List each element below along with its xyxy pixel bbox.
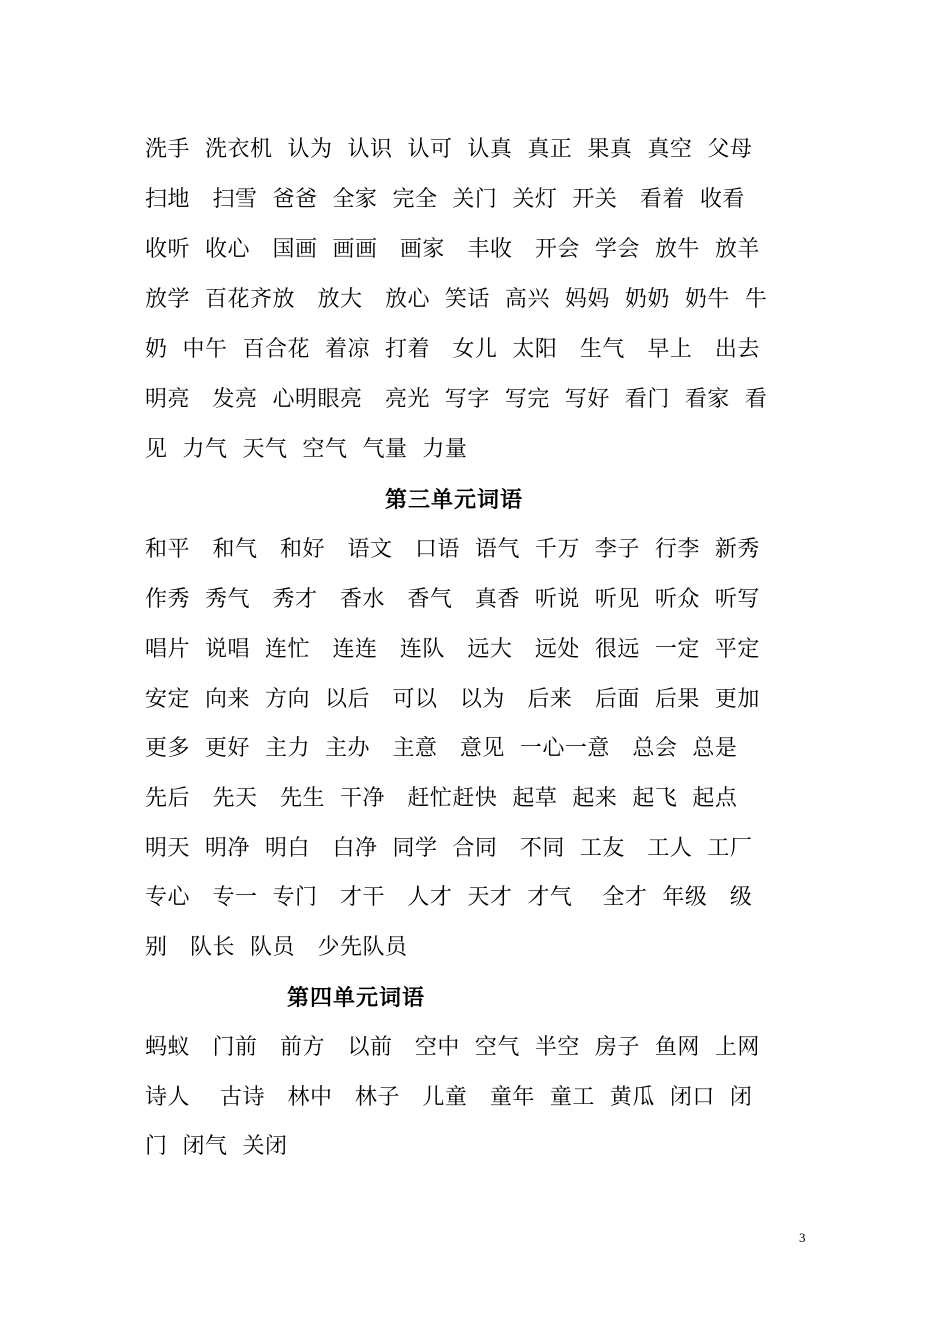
word-line: 门 闭气 关闭 bbox=[145, 1134, 288, 1159]
word-line: 洗手 洗衣机 认为 认识 认可 认真 真正 果真 真空 父母 bbox=[145, 137, 753, 162]
section-heading-unit-three: 第三单元词语 bbox=[385, 487, 524, 513]
word-line: 作秀 秀气 秀才 香水 香气 真香 听说 听见 听众 听写 bbox=[145, 587, 760, 612]
word-line: 和平 和气 和好 语文 口语 语气 千万 李子 行李 新秀 bbox=[145, 537, 760, 562]
word-line: 唱片 说唱 连忙 连连 连队 远大 远处 很远 一定 平定 bbox=[145, 637, 760, 662]
word-line: 见 力气 天气 空气 气量 力量 bbox=[145, 437, 468, 462]
word-line: 更多 更好 主力 主办 主意 意见 一心一意 总会 总是 bbox=[145, 736, 738, 761]
word-line: 收听 收心 国画 画画 画家 丰收 开会 学会 放牛 放羊 bbox=[145, 237, 760, 262]
word-line: 明天 明净 明白 白净 同学 合同 不同 工友 工人 工厂 bbox=[145, 836, 753, 861]
word-line: 安定 向来 方向 以后 可以 以为 后来 后面 后果 更加 bbox=[145, 687, 760, 712]
section-heading-unit-four: 第四单元词语 bbox=[287, 985, 426, 1011]
word-line: 蚂蚁 门前 前方 以前 空中 空气 半空 房子 鱼网 上网 bbox=[145, 1035, 760, 1060]
word-line: 先后 先天 先生 干净 赶忙赶快 起草 起来 起飞 起点 bbox=[145, 786, 738, 811]
word-line: 扫地 扫雪 爸爸 全家 完全 关门 关灯 开关 看着 收看 bbox=[145, 187, 745, 212]
word-line: 奶 中午 百合花 着凉 打着 女儿 太阳 生气 早上 出去 bbox=[145, 337, 760, 362]
word-line: 专心 专一 专门 才干 人才 天才 才气 全才 年级 级 bbox=[145, 885, 753, 910]
word-line: 放学 百花齐放 放大 放心 笑话 高兴 妈妈 奶奶 奶牛 牛 bbox=[145, 287, 768, 312]
word-line: 诗人 古诗 林中 林子 儿童 童年 童工 黄瓜 闭口 闭 bbox=[145, 1085, 753, 1110]
word-line: 别 队长 队员 少先队员 bbox=[145, 935, 408, 960]
page-number: 3 bbox=[799, 1230, 806, 1245]
word-line: 明亮 发亮 心明眼亮 亮光 写字 写完 写好 看门 看家 看 bbox=[145, 387, 768, 412]
